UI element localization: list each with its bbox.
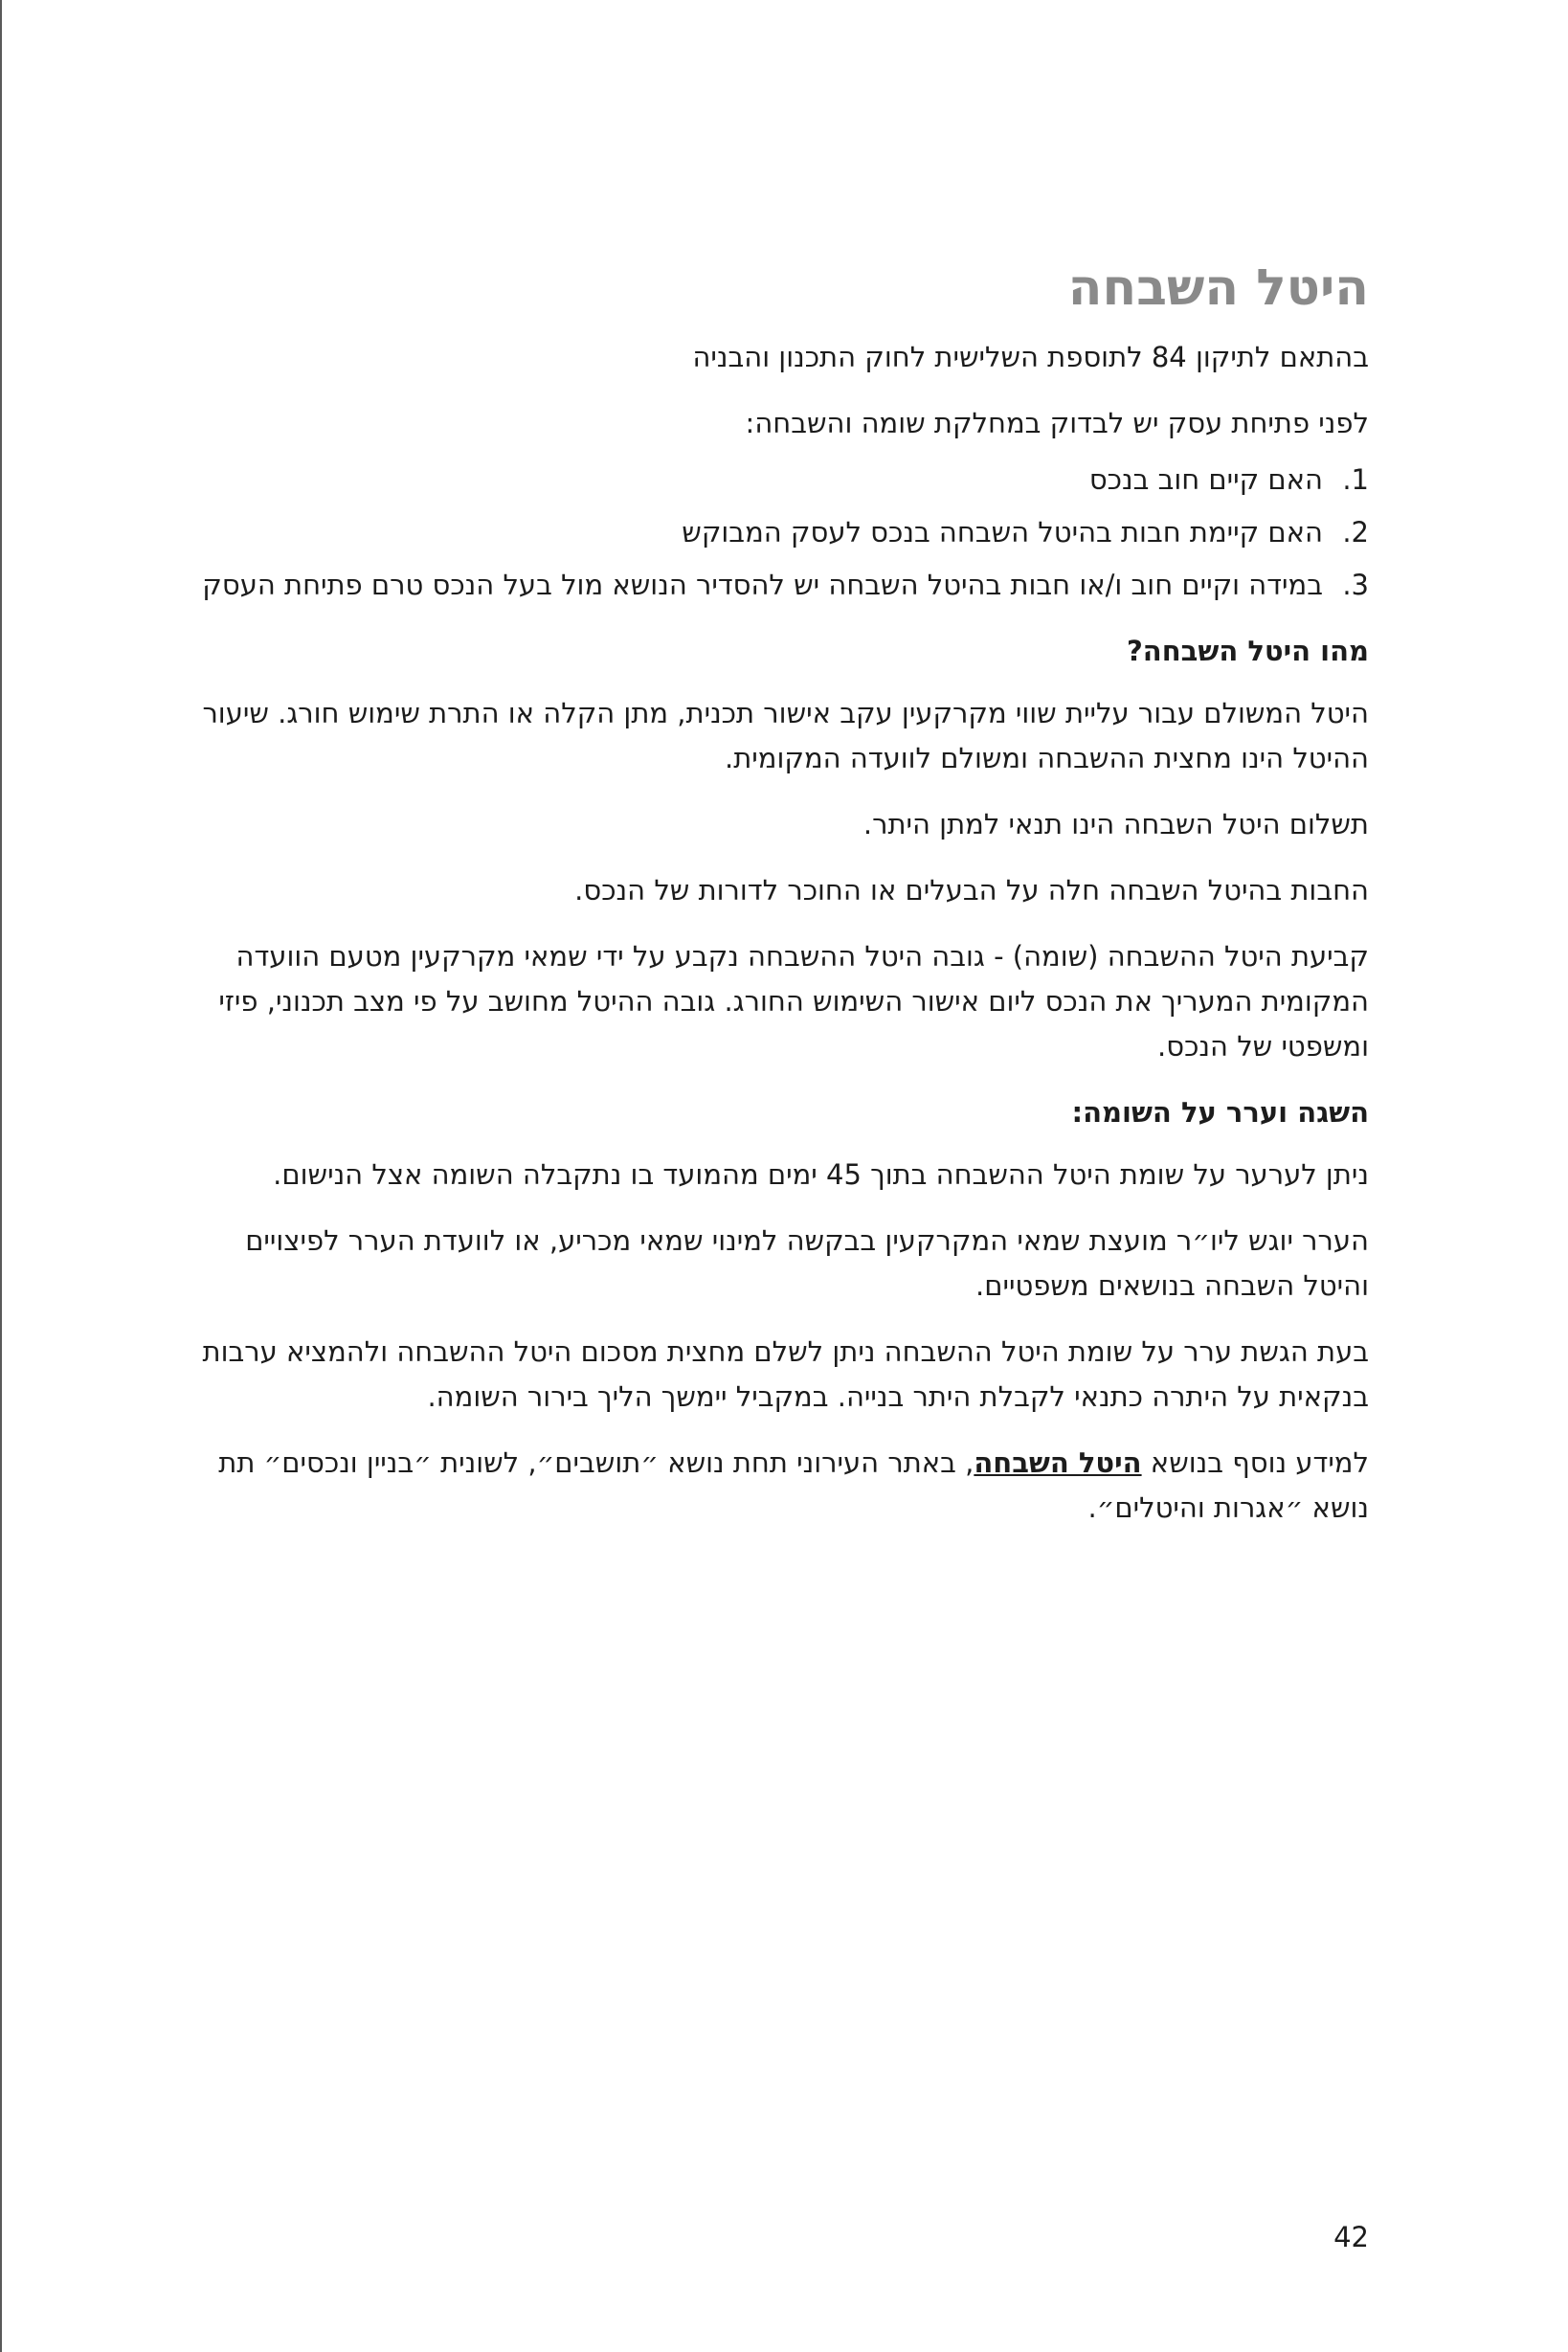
intro-paragraph: בהתאם לתיקון 84 לתוספת השלישית לחוק התכנון והבניה	[692, 341, 1369, 374]
checks-intro: לפני פתיחת עסק יש לבדוק במחלקת שומה והשבחה:	[745, 407, 1369, 440]
list-item	[196, 510, 1369, 555]
what-paragraph: תשלום היטל השבחה הינו תנאי למתן היתר.	[862, 808, 1369, 841]
list-item-text: במידה וקיים חוב ו/או חבות בהיטל השבחה יש להסדיר הנושא מול בעל הנכס טרם פתיחת העסק	[202, 569, 1323, 602]
what-heading: מהו היטל השבחה?	[1126, 635, 1369, 668]
more-info-before: למידע נוסף בנושא	[1141, 1446, 1369, 1480]
list-item	[196, 563, 1369, 608]
what-paragraph: החבות בהיטל השבחה חלה על הבעלים או החוכר לדורות של הנכס.	[574, 874, 1369, 907]
appeal-heading: השגה וערר על השומה:	[1071, 1096, 1369, 1130]
appeal-paragraph: הערר יוגש ליו״ר מועצת שמאי המקרקעין בבקשה למינוי שמאי מכריע, או לוועדת הערר לפיצויים והיטל השבחה בנושאים משפטיים.	[245, 1224, 1369, 1303]
betterment-levy-link[interactable]: היטל השבחה	[974, 1446, 1142, 1480]
list-item-number: 2.	[1342, 516, 1369, 549]
checks-list	[196, 458, 1369, 608]
page-number: 42	[1333, 2221, 1369, 2253]
page-title: היטל השבחה	[1067, 259, 1369, 317]
appeal-paragraph: בעת הגשת ערר על שומת היטל ההשבחה ניתן לשלם מחצית מסכום היטל ההשבחה ולהמציא ערבות בנקאית על היתרה כתנאי לקבלת היתר בנייה. במקביל יימשך הליך בירור השומה.	[202, 1335, 1369, 1414]
what-paragraph: היטל המשולם עבור עליית שווי מקרקעין עקב אישור תכנית, מתן הקלה או התרת שימוש חורג. שיעור ההיטל הינו מחצית ההשבחה ומשולם לוועדה המקומית.	[202, 697, 1369, 775]
list-item-number: 1.	[1342, 463, 1369, 497]
list-item-text: האם קיימת חבות בהיטל השבחה בנכס לעסק המבוקש	[682, 516, 1323, 549]
more-info-paragraph	[196, 1441, 1369, 1531]
list-item-text: האם קיים חוב בנכס	[1088, 463, 1323, 497]
list-item	[196, 458, 1369, 503]
list-item-number: 3.	[1342, 569, 1369, 602]
what-paragraph: קביעת היטל ההשבחה (שומה) - גובה היטל ההשבחה נקבע על ידי שמאי מקרקעין מטעם הוועדה המקומית המעריך את הנכס ליום אישור השימוש החורג. גובה ההיטל מחושב על פי מצב תכנוני, פיזי ומשפטי של הנכס.	[218, 940, 1369, 1064]
page-edge-rule	[0, 0, 2, 2352]
document-body	[196, 258, 1369, 1552]
appeal-paragraph: ניתן לערער על שומת היטל ההשבחה בתוך 45 ימים מהמועד בו נתקבלה השומה אצל הנישום.	[273, 1158, 1369, 1192]
more-info-after: , באתר העירוני תחת נושא ״תושבים״, לשונית ״בניין ונכסים״ תת נושא ״אגרות והיטלים״.	[218, 1446, 1369, 1525]
